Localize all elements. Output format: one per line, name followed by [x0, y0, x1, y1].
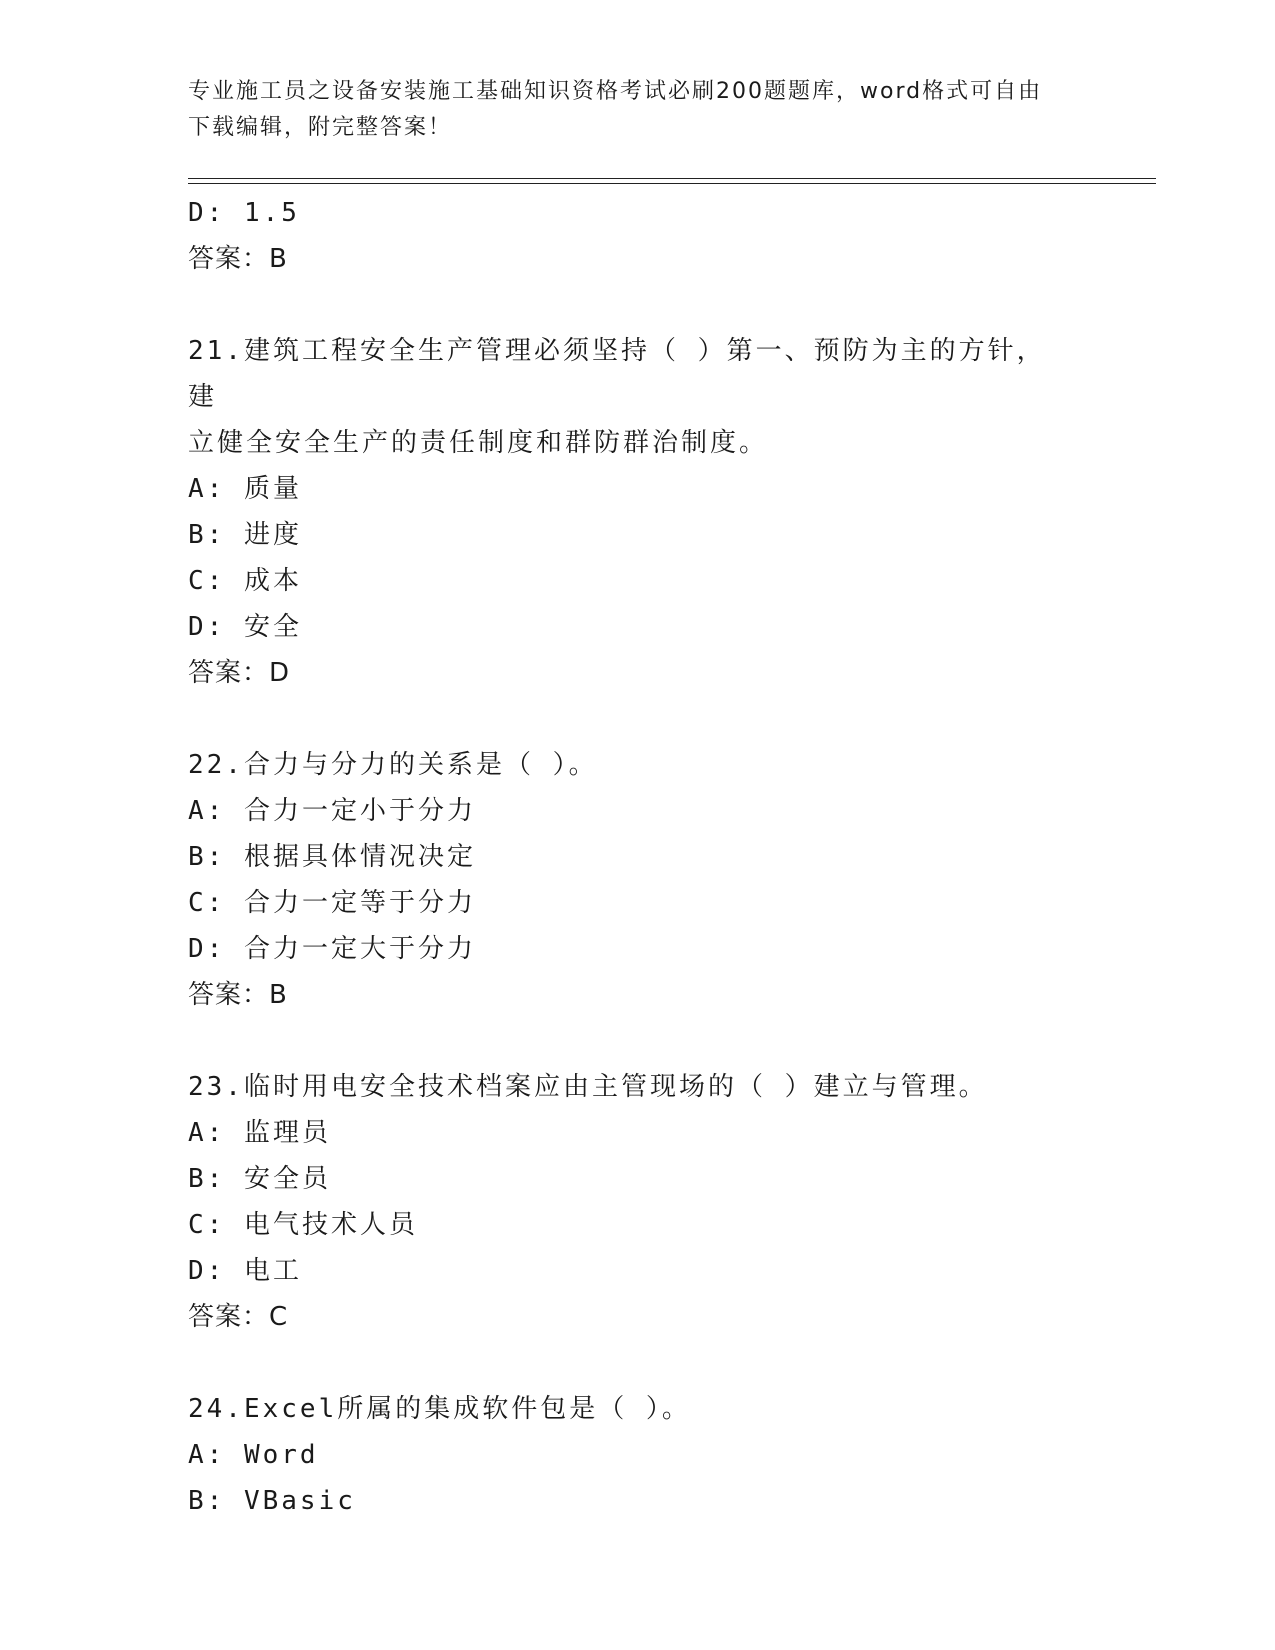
prev-answer: 答案：B — [188, 244, 288, 274]
question-21-option-b: B: 进度 — [188, 520, 302, 550]
question-21-option-a: A: 质量 — [188, 474, 302, 504]
question-list — [188, 190, 1088, 1524]
question-22-answer: 答案：B — [188, 980, 288, 1010]
question-24 — [188, 1386, 1088, 1524]
header-line-2: 下载编辑，附完整答案！ — [188, 115, 453, 140]
question-21-text-line-2: 立健全安全生产的责任制度和群防群治制度。 — [188, 428, 769, 458]
question-22-option-d: D: 合力一定大于分力 — [188, 934, 476, 964]
spacer — [188, 282, 1088, 328]
question-24-option-a: A: Word — [188, 1440, 319, 1470]
question-23 — [188, 1064, 1088, 1340]
question-23-answer: 答案：C — [188, 1302, 289, 1332]
question-21-option-d: D: 安全 — [188, 612, 302, 642]
question-23-option-d: D: 电工 — [188, 1256, 302, 1286]
question-23-option-c: C: 电气技术人员 — [188, 1210, 418, 1240]
question-23-option-a: A: 监理员 — [188, 1118, 331, 1148]
question-22-option-b: B: 根据具体情况决定 — [188, 842, 476, 872]
question-21 — [188, 328, 1088, 696]
question-24-option-b: B: VBasic — [188, 1486, 356, 1516]
question-23-option-b: B: 安全员 — [188, 1164, 331, 1194]
question-21-option-c: C: 成本 — [188, 566, 302, 596]
header-divider-bottom — [188, 183, 1156, 184]
header-divider-top — [188, 178, 1156, 179]
question-21-text-line-1: 21.建筑工程安全生产管理必须坚持（ ）第一、预防为主的方针，建 — [188, 336, 1046, 412]
question-22-option-c: C: 合力一定等于分力 — [188, 888, 476, 918]
question-22-text: 22.合力与分力的关系是（ ）。 — [188, 750, 598, 780]
spacer — [188, 1018, 1088, 1064]
document-header — [188, 74, 1088, 146]
question-24-text: 24.Excel所属的集成软件包是（ ）。 — [188, 1394, 691, 1424]
spacer — [188, 696, 1088, 742]
question-21-answer: 答案：D — [188, 658, 291, 688]
question-23-text: 23.临时用电安全技术档案应由主管现场的（ ）建立与管理。 — [188, 1072, 988, 1102]
question-22-option-a: A: 合力一定小于分力 — [188, 796, 476, 826]
prev-option-d: D: 1.5 — [188, 198, 300, 228]
question-22 — [188, 742, 1088, 1018]
spacer — [188, 1340, 1088, 1386]
header-line-1: 专业施工员之设备安装施工基础知识资格考试必刷200题题库，word格式可自由 — [188, 79, 1043, 104]
